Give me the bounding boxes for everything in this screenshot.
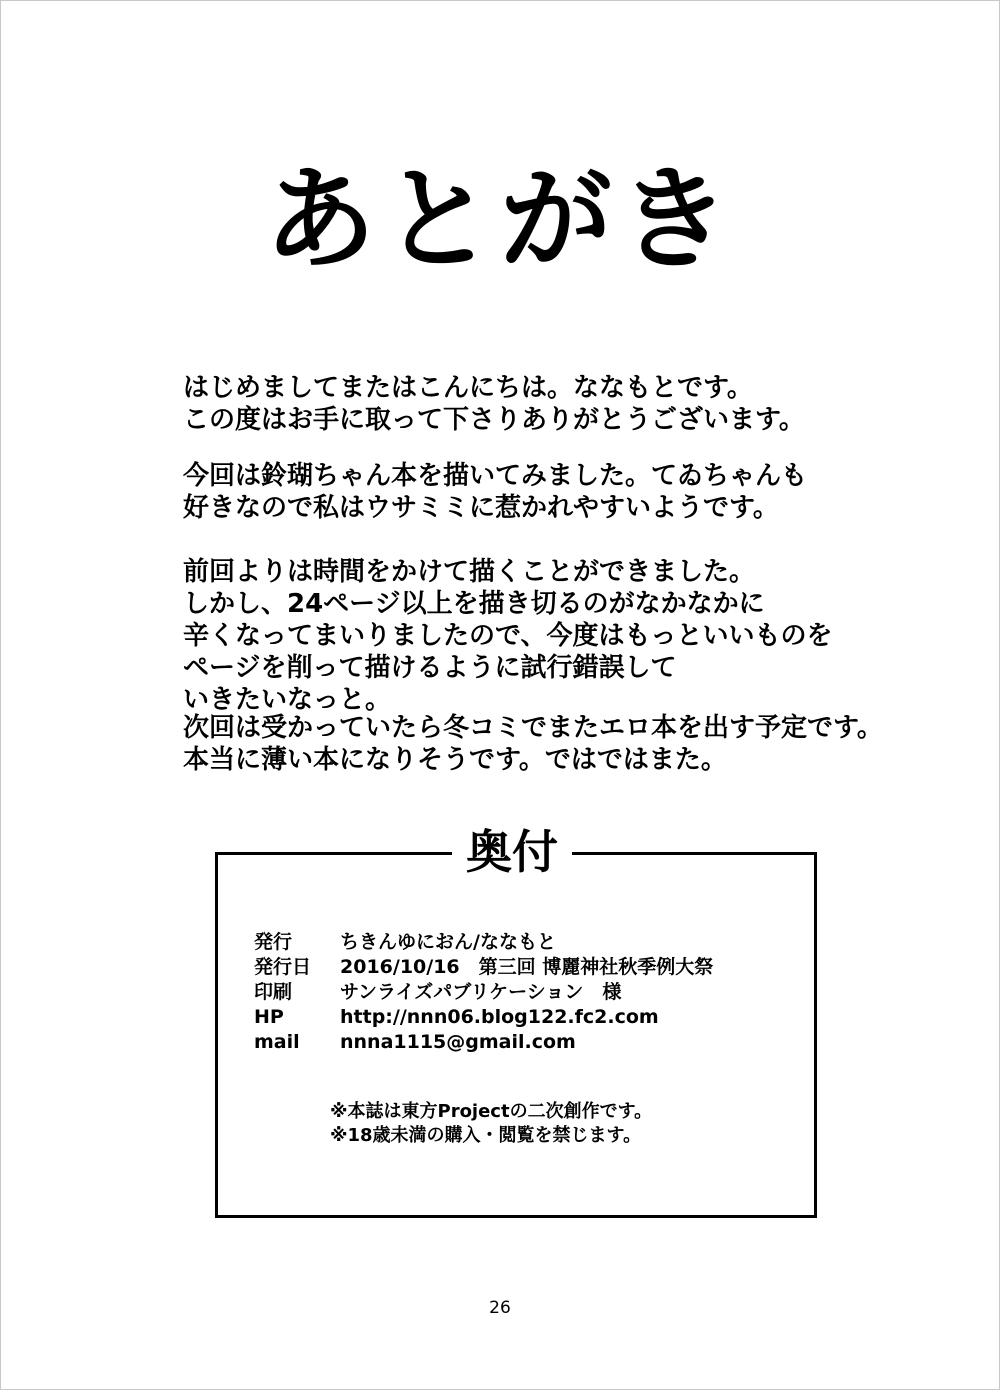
note-line: ※18歳未満の購入・閲覧を禁じます。: [330, 1125, 642, 1146]
info-key: 発行: [254, 931, 293, 953]
colophon-info-table: [254, 930, 713, 1055]
text-line: 今回は鈴瑚ちゃん本を描いてみました。てゐちゃんも: [183, 461, 808, 491]
colophon-title: 奥付: [452, 820, 572, 884]
paragraph-next-time: [183, 712, 903, 776]
colophon-notes: [330, 1100, 652, 1148]
note-line: ※本誌は東方Projectの二次創作です。: [330, 1101, 653, 1122]
info-row-publisher: [254, 930, 713, 955]
info-value: 2016/10/16 第三回 博麗神社秋季例大祭: [340, 956, 714, 978]
text-line: 辛くなってまいりましたので、今度はもっといいものを: [183, 621, 833, 651]
afterword-title: あとがき: [264, 155, 736, 285]
text-line: 本当に薄い本になりそうです。ではではまた。: [183, 745, 727, 775]
info-key: HP: [254, 1006, 284, 1028]
info-key: mail: [254, 1031, 300, 1053]
page-number: 26: [489, 1298, 511, 1318]
text-line: しかし、24ページ以上を描き切るのがなかなかに: [183, 589, 765, 619]
paragraph-greeting: [183, 372, 903, 436]
info-value: ちきんゆにおん/ななもと: [340, 931, 556, 953]
text-line: 好きなので私はウサミミに惹かれやすいようです。: [183, 493, 779, 523]
text-line: 前回よりは時間をかけて描くことができました。: [183, 557, 756, 587]
paragraph-this-book: [183, 460, 903, 524]
info-value: サンライズパブリケーション 様: [340, 981, 622, 1003]
text-line: この度はお手に取って下さりありがとうございます。: [183, 405, 805, 435]
text-line: いきたいなっと。: [183, 685, 392, 715]
info-row-date: [254, 955, 713, 980]
info-value: http://nnn06.blog122.fc2.com: [340, 1006, 659, 1028]
text-line: はじめましてまたはこんにちは。ななもとです。: [183, 373, 753, 403]
info-row-printer: [254, 980, 713, 1005]
text-line: ページを削って描けるように試行錯誤して: [183, 653, 677, 683]
info-key: 発行日: [254, 956, 312, 978]
info-value: nnna1115@gmail.com: [340, 1031, 576, 1053]
paragraph-progress: [183, 556, 903, 716]
info-row-homepage: [254, 1005, 713, 1030]
info-row-mail: [254, 1030, 713, 1055]
info-key: 印刷: [254, 981, 293, 1003]
text-line: 次回は受かっていたら冬コミでまたエロ本を出す予定です。: [183, 713, 883, 743]
